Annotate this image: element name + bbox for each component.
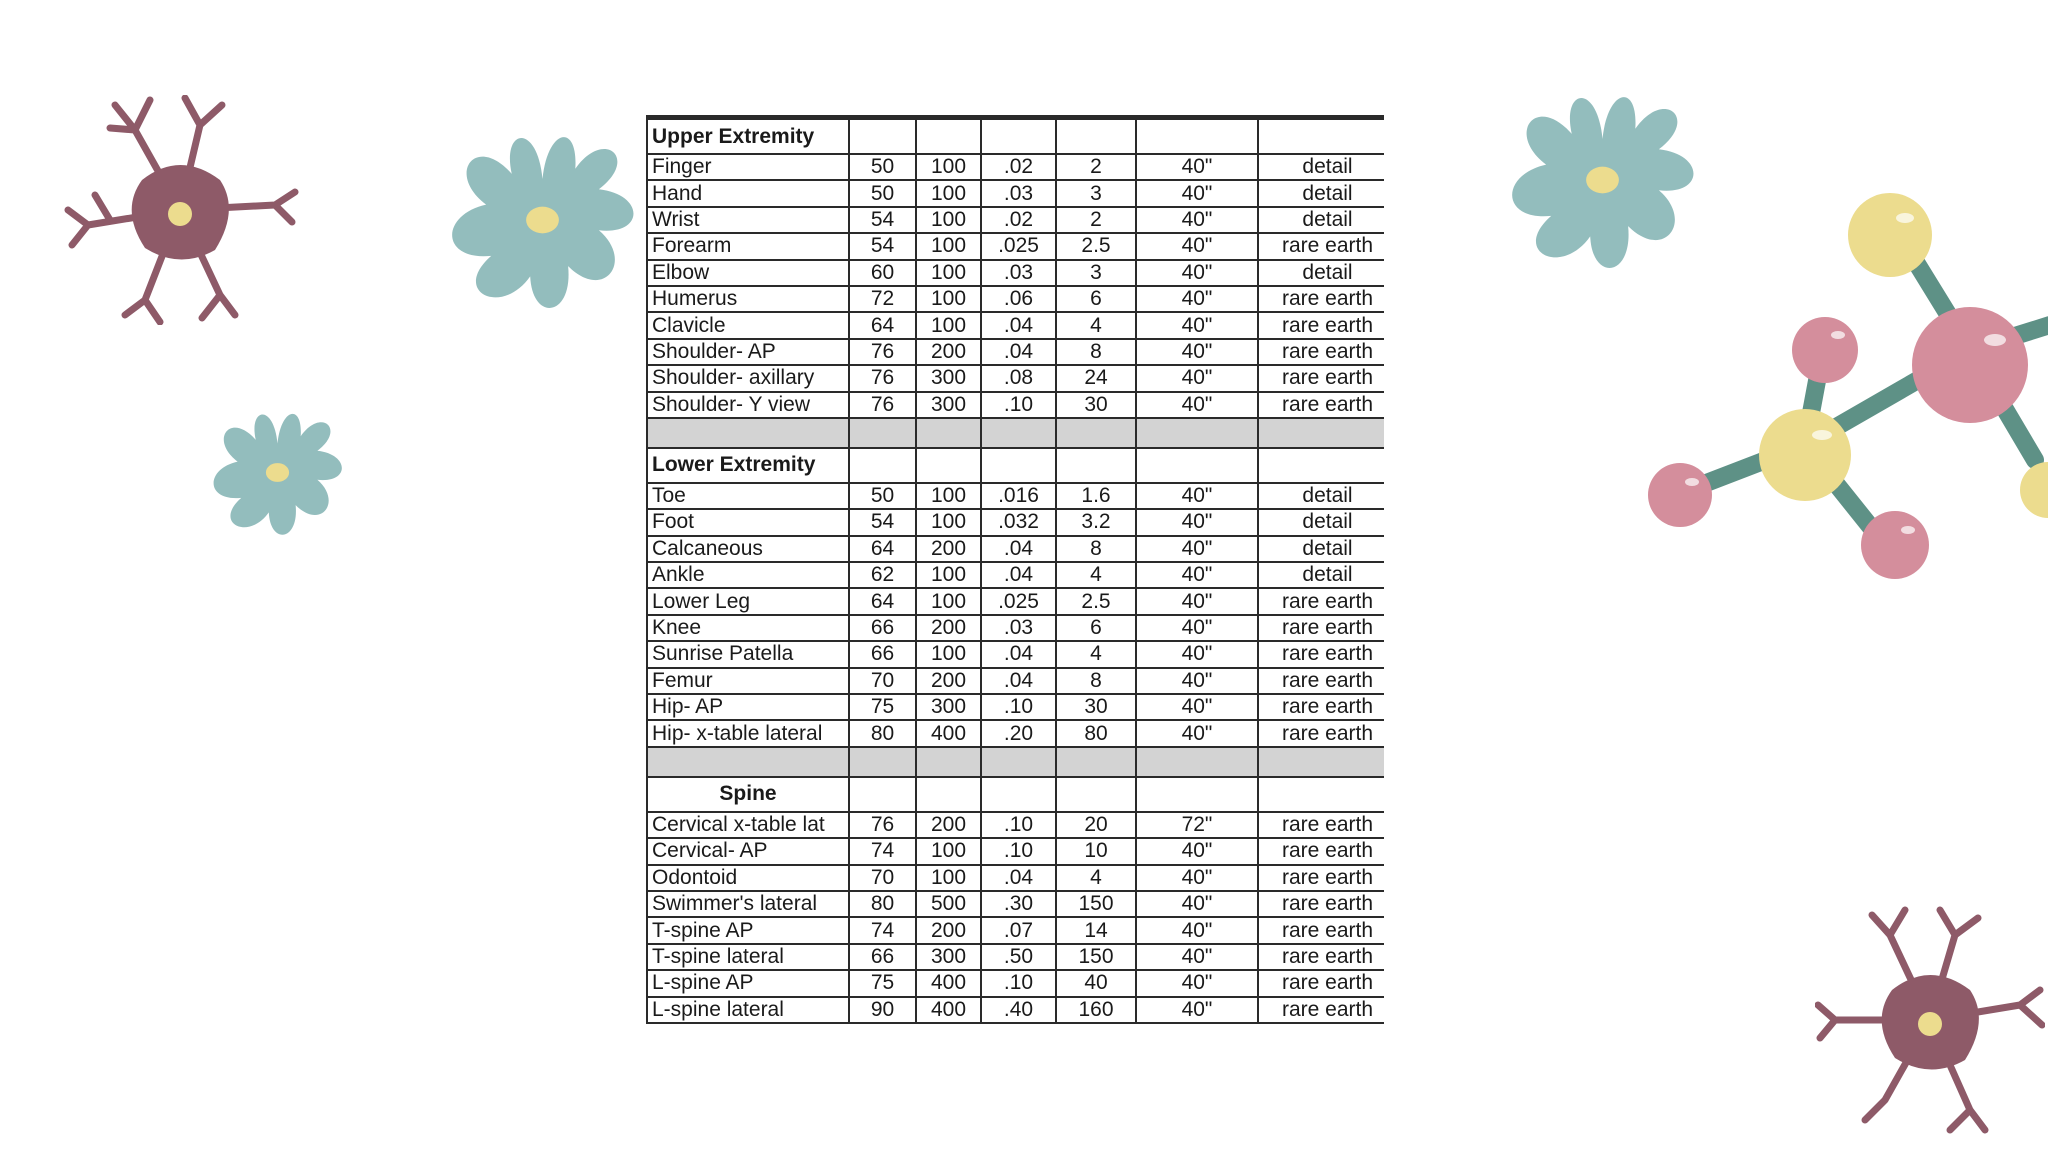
- screen-cell: rare earth: [1258, 233, 1384, 259]
- table-row: [647, 668, 1384, 694]
- screen-cell: rare earth: [1258, 668, 1384, 694]
- empty-header-cell: [981, 777, 1056, 812]
- sid-cell: 40": [1136, 970, 1258, 996]
- exam-name-cell: T-spine lateral: [647, 944, 849, 970]
- empty-header-cell: [1258, 119, 1384, 154]
- sid-cell: 40": [1136, 312, 1258, 338]
- separator-cell: [981, 747, 1056, 777]
- ma-cell: 100: [916, 562, 981, 588]
- mas-cell: 2.5: [1056, 588, 1136, 614]
- table-row: [647, 312, 1384, 338]
- empty-header-cell: [849, 777, 916, 812]
- empty-header-cell: [1258, 777, 1384, 812]
- ma-cell: 100: [916, 207, 981, 233]
- table-row: [647, 260, 1384, 286]
- section-separator-row: [647, 747, 1384, 777]
- mas-cell: 14: [1056, 917, 1136, 943]
- empty-header-cell: [1136, 448, 1258, 483]
- ma-cell: 300: [916, 392, 981, 418]
- neuron-icon: [1815, 905, 2045, 1135]
- screen-cell: rare earth: [1258, 812, 1384, 838]
- time-cell: .04: [981, 562, 1056, 588]
- molecule-icon: [1640, 190, 2048, 590]
- kvp-cell: 50: [849, 180, 916, 206]
- time-cell: .20: [981, 720, 1056, 746]
- ma-cell: 100: [916, 312, 981, 338]
- exam-name-cell: Sunrise Patella: [647, 641, 849, 667]
- sid-cell: 40": [1136, 536, 1258, 562]
- screen-cell: rare earth: [1258, 997, 1384, 1023]
- exam-name-cell: Swimmer's lateral: [647, 891, 849, 917]
- exam-name-cell: Wrist: [647, 207, 849, 233]
- screen-cell: rare earth: [1258, 694, 1384, 720]
- mas-cell: 4: [1056, 865, 1136, 891]
- empty-header-cell: [916, 119, 981, 154]
- table-row: [647, 365, 1384, 391]
- exam-name-cell: Cervical- AP: [647, 838, 849, 864]
- time-cell: .016: [981, 483, 1056, 509]
- kvp-cell: 74: [849, 917, 916, 943]
- separator-cell: [1056, 418, 1136, 448]
- screen-cell: rare earth: [1258, 588, 1384, 614]
- time-cell: .02: [981, 207, 1056, 233]
- screen-cell: rare earth: [1258, 838, 1384, 864]
- ma-cell: 100: [916, 286, 981, 312]
- time-cell: .40: [981, 997, 1056, 1023]
- separator-cell: [1258, 747, 1384, 777]
- time-cell: .03: [981, 180, 1056, 206]
- mas-cell: 160: [1056, 997, 1136, 1023]
- screen-cell: rare earth: [1258, 286, 1384, 312]
- exam-name-cell: Ankle: [647, 562, 849, 588]
- time-cell: .07: [981, 917, 1056, 943]
- time-cell: .04: [981, 641, 1056, 667]
- mas-cell: 8: [1056, 339, 1136, 365]
- separator-cell: [849, 418, 916, 448]
- cell-icon: [205, 400, 350, 545]
- time-cell: .04: [981, 536, 1056, 562]
- exam-name-cell: Lower Leg: [647, 588, 849, 614]
- screen-cell: rare earth: [1258, 970, 1384, 996]
- exam-name-cell: T-spine AP: [647, 917, 849, 943]
- table-row: [647, 233, 1384, 259]
- ma-cell: 100: [916, 641, 981, 667]
- kvp-cell: 60: [849, 260, 916, 286]
- empty-header-cell: [1056, 448, 1136, 483]
- table-row: [647, 562, 1384, 588]
- ma-cell: 300: [916, 944, 981, 970]
- sid-cell: 40": [1136, 917, 1258, 943]
- screen-cell: detail: [1258, 483, 1384, 509]
- exam-name-cell: Toe: [647, 483, 849, 509]
- ma-cell: 100: [916, 154, 981, 180]
- ma-cell: 100: [916, 233, 981, 259]
- kvp-cell: 80: [849, 720, 916, 746]
- mas-cell: 30: [1056, 694, 1136, 720]
- time-cell: .03: [981, 260, 1056, 286]
- table-row: [647, 694, 1384, 720]
- screen-cell: detail: [1258, 509, 1384, 535]
- sid-cell: 40": [1136, 180, 1258, 206]
- separator-cell: [1136, 418, 1258, 448]
- kvp-cell: 66: [849, 641, 916, 667]
- section-title: Lower Extremity: [647, 448, 849, 483]
- mas-cell: 2.5: [1056, 233, 1136, 259]
- exam-name-cell: Cervical x-table lat: [647, 812, 849, 838]
- screen-cell: rare earth: [1258, 865, 1384, 891]
- sid-cell: 40": [1136, 944, 1258, 970]
- sid-cell: 40": [1136, 509, 1258, 535]
- ma-cell: 500: [916, 891, 981, 917]
- time-cell: .10: [981, 838, 1056, 864]
- exam-name-cell: Hand: [647, 180, 849, 206]
- separator-cell: [1258, 418, 1384, 448]
- sid-cell: 40": [1136, 260, 1258, 286]
- empty-header-cell: [981, 119, 1056, 154]
- kvp-cell: 74: [849, 838, 916, 864]
- time-cell: .10: [981, 970, 1056, 996]
- sid-cell: 40": [1136, 154, 1258, 180]
- screen-cell: rare earth: [1258, 339, 1384, 365]
- exam-name-cell: Shoulder- Y view: [647, 392, 849, 418]
- sid-cell: 40": [1136, 720, 1258, 746]
- sid-cell: 40": [1136, 286, 1258, 312]
- time-cell: .10: [981, 812, 1056, 838]
- time-cell: .04: [981, 865, 1056, 891]
- table-row: [647, 615, 1384, 641]
- ma-cell: 200: [916, 812, 981, 838]
- sid-cell: 40": [1136, 233, 1258, 259]
- kvp-cell: 76: [849, 365, 916, 391]
- mas-cell: 2: [1056, 207, 1136, 233]
- kvp-cell: 76: [849, 392, 916, 418]
- ma-cell: 200: [916, 615, 981, 641]
- screen-cell: detail: [1258, 154, 1384, 180]
- sid-cell: 40": [1136, 838, 1258, 864]
- sid-cell: 40": [1136, 392, 1258, 418]
- table-row: [647, 339, 1384, 365]
- screen-cell: rare earth: [1258, 917, 1384, 943]
- exam-name-cell: Odontoid: [647, 865, 849, 891]
- table-row: [647, 588, 1384, 614]
- table-row: [647, 917, 1384, 943]
- kvp-cell: 64: [849, 536, 916, 562]
- section-title: Upper Extremity: [647, 119, 849, 154]
- exam-name-cell: Elbow: [647, 260, 849, 286]
- time-cell: .03: [981, 615, 1056, 641]
- separator-cell: [981, 418, 1056, 448]
- table-row: [647, 891, 1384, 917]
- section-header-row: [647, 777, 1384, 812]
- ma-cell: 200: [916, 917, 981, 943]
- sid-cell: 40": [1136, 483, 1258, 509]
- sid-cell: 40": [1136, 562, 1258, 588]
- time-cell: .04: [981, 339, 1056, 365]
- time-cell: .08: [981, 365, 1056, 391]
- section-header-row: [647, 448, 1384, 483]
- section-header-row: [647, 119, 1384, 154]
- kvp-cell: 70: [849, 668, 916, 694]
- screen-cell: rare earth: [1258, 891, 1384, 917]
- section-separator-row: [647, 418, 1384, 448]
- exam-name-cell: Shoulder- axillary: [647, 365, 849, 391]
- table-row: [647, 997, 1384, 1023]
- time-cell: .025: [981, 588, 1056, 614]
- empty-header-cell: [981, 448, 1056, 483]
- exam-name-cell: Forearm: [647, 233, 849, 259]
- exposure-chart-table: [646, 115, 1384, 1087]
- sid-cell: 40": [1136, 365, 1258, 391]
- kvp-cell: 50: [849, 483, 916, 509]
- screen-cell: rare earth: [1258, 615, 1384, 641]
- separator-cell: [1056, 747, 1136, 777]
- exam-name-cell: L-spine AP: [647, 970, 849, 996]
- table-row: [647, 509, 1384, 535]
- separator-cell: [647, 747, 849, 777]
- ma-cell: 100: [916, 260, 981, 286]
- time-cell: .06: [981, 286, 1056, 312]
- ma-cell: 200: [916, 339, 981, 365]
- ma-cell: 400: [916, 970, 981, 996]
- mas-cell: 6: [1056, 286, 1136, 312]
- ma-cell: 100: [916, 588, 981, 614]
- kvp-cell: 80: [849, 891, 916, 917]
- empty-header-cell: [1258, 448, 1384, 483]
- neuron-icon: [60, 95, 300, 325]
- time-cell: .10: [981, 694, 1056, 720]
- time-cell: .30: [981, 891, 1056, 917]
- sid-cell: 40": [1136, 641, 1258, 667]
- table-row: [647, 154, 1384, 180]
- sid-cell: 72": [1136, 812, 1258, 838]
- separator-cell: [647, 418, 849, 448]
- kvp-cell: 90: [849, 997, 916, 1023]
- exam-name-cell: Hip- x-table lateral: [647, 720, 849, 746]
- mas-cell: 30: [1056, 392, 1136, 418]
- table-row: [647, 483, 1384, 509]
- exam-name-cell: Hip- AP: [647, 694, 849, 720]
- empty-header-cell: [1136, 777, 1258, 812]
- exam-name-cell: Clavicle: [647, 312, 849, 338]
- ma-cell: 100: [916, 838, 981, 864]
- empty-header-cell: [1056, 777, 1136, 812]
- ma-cell: 200: [916, 536, 981, 562]
- empty-header-cell: [916, 448, 981, 483]
- screen-cell: rare earth: [1258, 720, 1384, 746]
- empty-header-cell: [849, 448, 916, 483]
- mas-cell: 3.2: [1056, 509, 1136, 535]
- sid-cell: 40": [1136, 207, 1258, 233]
- table-row: [647, 838, 1384, 864]
- table-row: [647, 865, 1384, 891]
- table-row: [647, 392, 1384, 418]
- ma-cell: 400: [916, 720, 981, 746]
- exam-name-cell: Calcaneous: [647, 536, 849, 562]
- table-row: [647, 286, 1384, 312]
- cell-icon: [440, 115, 645, 325]
- kvp-cell: 64: [849, 588, 916, 614]
- sid-cell: 40": [1136, 668, 1258, 694]
- sid-cell: 40": [1136, 891, 1258, 917]
- table-row: [647, 641, 1384, 667]
- mas-cell: 1.6: [1056, 483, 1136, 509]
- screen-cell: detail: [1258, 207, 1384, 233]
- table-row: [647, 812, 1384, 838]
- sid-cell: 40": [1136, 694, 1258, 720]
- ma-cell: 100: [916, 180, 981, 206]
- screen-cell: detail: [1258, 260, 1384, 286]
- empty-header-cell: [849, 119, 916, 154]
- exam-name-cell: Shoulder- AP: [647, 339, 849, 365]
- separator-cell: [916, 747, 981, 777]
- kvp-cell: 75: [849, 970, 916, 996]
- time-cell: .04: [981, 668, 1056, 694]
- exam-name-cell: L-spine lateral: [647, 997, 849, 1023]
- mas-cell: 6: [1056, 615, 1136, 641]
- mas-cell: 150: [1056, 944, 1136, 970]
- mas-cell: 3: [1056, 180, 1136, 206]
- screen-cell: detail: [1258, 180, 1384, 206]
- time-cell: .02: [981, 154, 1056, 180]
- time-cell: .032: [981, 509, 1056, 535]
- exam-name-cell: Finger: [647, 154, 849, 180]
- screen-cell: rare earth: [1258, 365, 1384, 391]
- separator-cell: [1136, 747, 1258, 777]
- screen-cell: detail: [1258, 562, 1384, 588]
- mas-cell: 4: [1056, 641, 1136, 667]
- time-cell: .10: [981, 392, 1056, 418]
- kvp-cell: 70: [849, 865, 916, 891]
- mas-cell: 80: [1056, 720, 1136, 746]
- table-row: [647, 536, 1384, 562]
- exam-name-cell: Femur: [647, 668, 849, 694]
- sid-cell: 40": [1136, 997, 1258, 1023]
- screen-cell: detail: [1258, 536, 1384, 562]
- screen-cell: rare earth: [1258, 641, 1384, 667]
- empty-header-cell: [916, 777, 981, 812]
- sid-cell: 40": [1136, 339, 1258, 365]
- kvp-cell: 66: [849, 944, 916, 970]
- exam-name-cell: Knee: [647, 615, 849, 641]
- mas-cell: 8: [1056, 536, 1136, 562]
- mas-cell: 3: [1056, 260, 1136, 286]
- ma-cell: 400: [916, 997, 981, 1023]
- kvp-cell: 54: [849, 509, 916, 535]
- time-cell: .025: [981, 233, 1056, 259]
- ma-cell: 100: [916, 865, 981, 891]
- kvp-cell: 66: [849, 615, 916, 641]
- exam-name-cell: Humerus: [647, 286, 849, 312]
- mas-cell: 10: [1056, 838, 1136, 864]
- ma-cell: 100: [916, 509, 981, 535]
- section-title: Spine: [647, 777, 849, 812]
- screen-cell: rare earth: [1258, 392, 1384, 418]
- kvp-cell: 76: [849, 812, 916, 838]
- mas-cell: 4: [1056, 312, 1136, 338]
- kvp-cell: 50: [849, 154, 916, 180]
- mas-cell: 8: [1056, 668, 1136, 694]
- mas-cell: 24: [1056, 365, 1136, 391]
- ma-cell: 300: [916, 365, 981, 391]
- kvp-cell: 75: [849, 694, 916, 720]
- table-row: [647, 944, 1384, 970]
- mas-cell: 20: [1056, 812, 1136, 838]
- table-row: [647, 720, 1384, 746]
- mas-cell: 40: [1056, 970, 1136, 996]
- kvp-cell: 54: [849, 207, 916, 233]
- time-cell: .50: [981, 944, 1056, 970]
- exam-name-cell: Foot: [647, 509, 849, 535]
- kvp-cell: 76: [849, 339, 916, 365]
- ma-cell: 100: [916, 483, 981, 509]
- kvp-cell: 62: [849, 562, 916, 588]
- sid-cell: 40": [1136, 588, 1258, 614]
- time-cell: .04: [981, 312, 1056, 338]
- screen-cell: rare earth: [1258, 312, 1384, 338]
- table-row: [647, 207, 1384, 233]
- ma-cell: 300: [916, 694, 981, 720]
- mas-cell: 2: [1056, 154, 1136, 180]
- mas-cell: 150: [1056, 891, 1136, 917]
- ma-cell: 200: [916, 668, 981, 694]
- table-row: [647, 970, 1384, 996]
- kvp-cell: 54: [849, 233, 916, 259]
- empty-header-cell: [1056, 119, 1136, 154]
- table-row: [647, 180, 1384, 206]
- screen-cell: rare earth: [1258, 944, 1384, 970]
- kvp-cell: 72: [849, 286, 916, 312]
- separator-cell: [849, 747, 916, 777]
- sid-cell: 40": [1136, 615, 1258, 641]
- empty-header-cell: [1136, 119, 1258, 154]
- technique-table: [646, 118, 1384, 1024]
- separator-cell: [916, 418, 981, 448]
- kvp-cell: 64: [849, 312, 916, 338]
- sid-cell: 40": [1136, 865, 1258, 891]
- mas-cell: 4: [1056, 562, 1136, 588]
